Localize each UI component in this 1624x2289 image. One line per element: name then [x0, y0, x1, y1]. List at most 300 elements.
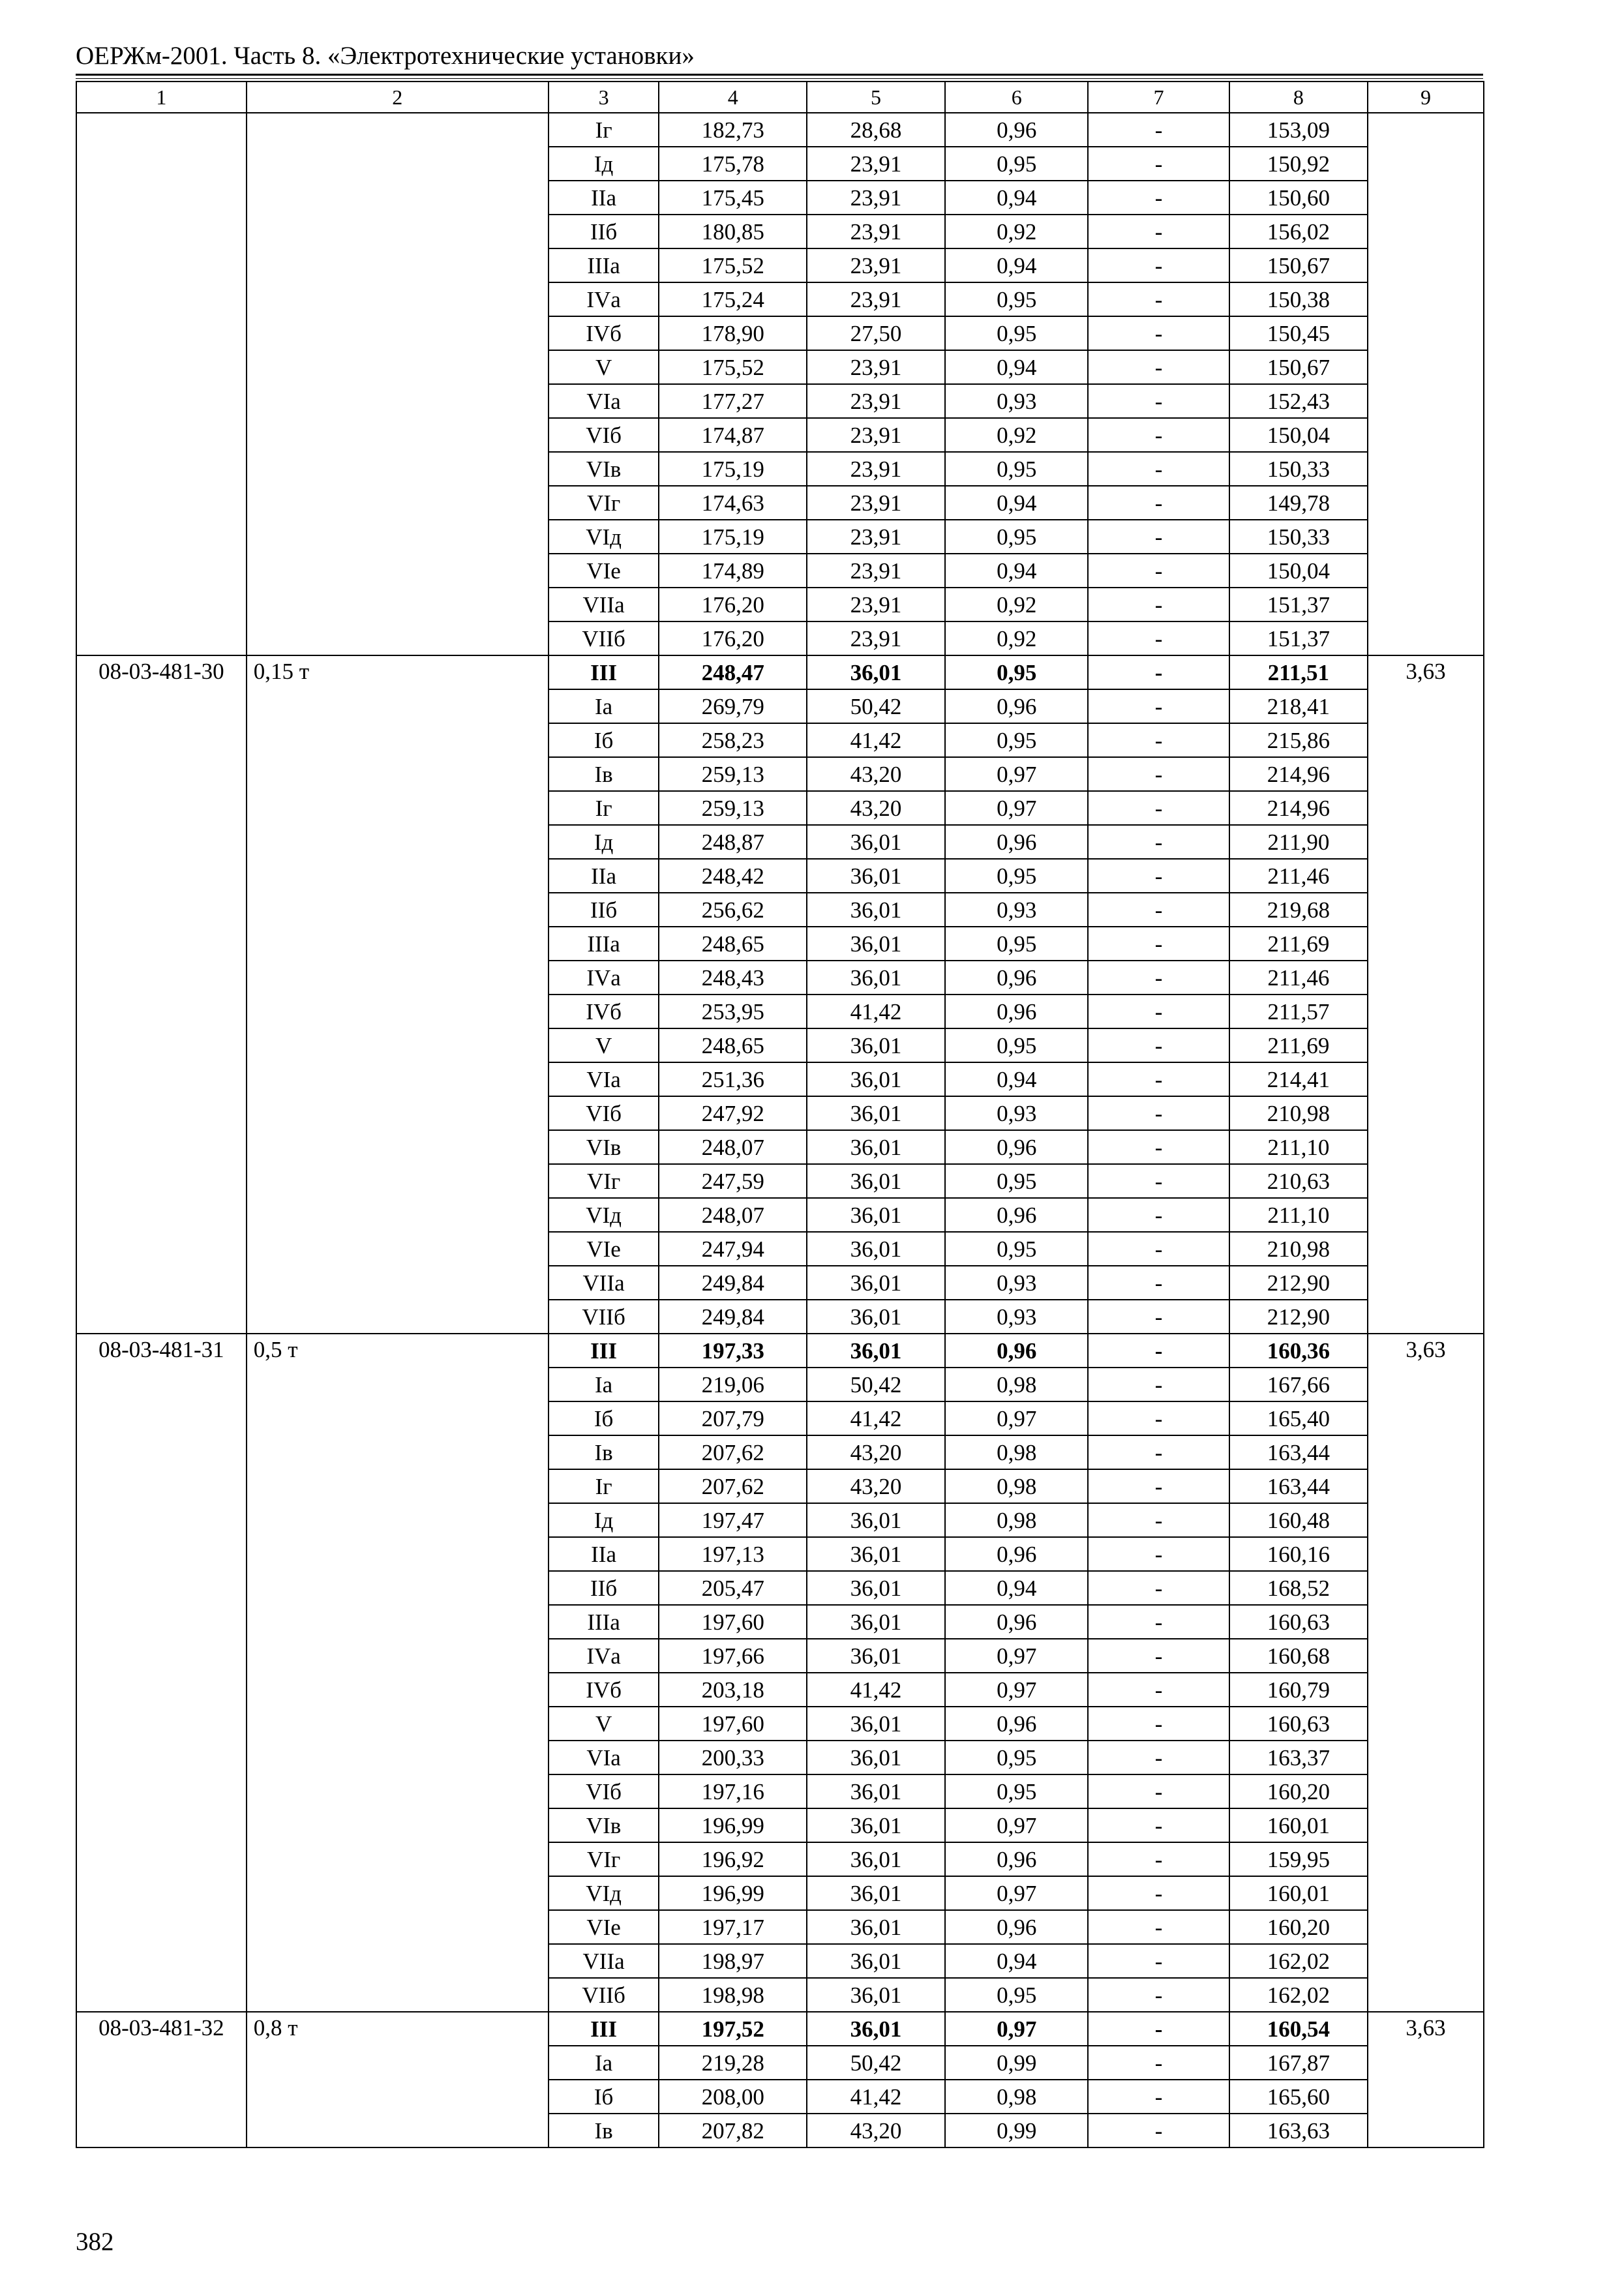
direct-cost-cell: 198,98	[659, 1978, 806, 2012]
wage-cell: 36,01	[807, 825, 945, 859]
material-cost-cell: 160,79	[1229, 1673, 1368, 1707]
machinist-wage-cell: -	[1088, 1741, 1229, 1774]
work-condition-cell: VIд	[549, 1876, 659, 1910]
material-cost-cell: 160,36	[1229, 1334, 1368, 1368]
work-condition-cell: Iв	[549, 757, 659, 791]
machine-cost-cell: 0,98	[945, 1368, 1088, 1401]
machinist-wage-cell: -	[1088, 689, 1229, 723]
name-cell: 0,5 т	[247, 1334, 549, 2012]
column-number: 2	[247, 82, 549, 113]
wage-cell: 36,01	[807, 1842, 945, 1876]
direct-cost-cell: 196,92	[659, 1842, 806, 1876]
wage-cell: 23,91	[807, 621, 945, 655]
machinist-wage-cell: -	[1088, 316, 1229, 350]
wage-cell: 36,01	[807, 1639, 945, 1673]
machinist-wage-cell: -	[1088, 1842, 1229, 1876]
machinist-wage-cell: -	[1088, 1978, 1229, 2012]
material-cost-cell: 211,46	[1229, 859, 1368, 893]
wage-cell: 36,01	[807, 1741, 945, 1774]
wage-cell: 36,01	[807, 1876, 945, 1910]
direct-cost-cell: 182,73	[659, 113, 806, 147]
machinist-wage-cell: -	[1088, 181, 1229, 215]
wage-cell: 36,01	[807, 1571, 945, 1605]
material-cost-cell: 160,63	[1229, 1707, 1368, 1741]
material-cost-cell: 215,86	[1229, 723, 1368, 757]
direct-cost-cell: 207,62	[659, 1435, 806, 1469]
machinist-wage-cell: -	[1088, 893, 1229, 927]
machinist-wage-cell: -	[1088, 1300, 1229, 1334]
direct-cost-cell: 197,60	[659, 1605, 806, 1639]
wage-cell: 41,42	[807, 723, 945, 757]
machinist-wage-cell: -	[1088, 2080, 1229, 2114]
wage-cell: 23,91	[807, 418, 945, 452]
material-cost-cell: 160,01	[1229, 1876, 1368, 1910]
work-condition-cell: IVа	[549, 1639, 659, 1673]
work-condition-cell: VIв	[549, 1130, 659, 1164]
work-condition-cell: VIIа	[549, 588, 659, 621]
machine-cost-cell: 0,93	[945, 1096, 1088, 1130]
work-condition-cell: V	[549, 1028, 659, 1062]
machinist-wage-cell: -	[1088, 1537, 1229, 1571]
machine-cost-cell: 0,93	[945, 1300, 1088, 1334]
machine-cost-cell: 0,94	[945, 1944, 1088, 1978]
wage-cell: 36,01	[807, 1232, 945, 1266]
material-cost-cell: 163,44	[1229, 1435, 1368, 1469]
wage-cell: 36,01	[807, 1130, 945, 1164]
work-condition-cell: Iд	[549, 147, 659, 181]
wage-cell: 36,01	[807, 859, 945, 893]
machinist-wage-cell: -	[1088, 418, 1229, 452]
column-number: 7	[1088, 82, 1229, 113]
machine-cost-cell: 0,96	[945, 113, 1088, 147]
machine-cost-cell: 0,96	[945, 1198, 1088, 1232]
machinist-wage-cell: -	[1088, 350, 1229, 384]
work-condition-cell: Iб	[549, 723, 659, 757]
machine-cost-cell: 0,95	[945, 723, 1088, 757]
machine-cost-cell: 0,93	[945, 893, 1088, 927]
rates-table	[76, 81, 1484, 2148]
machine-cost-cell: 0,92	[945, 588, 1088, 621]
machinist-wage-cell: -	[1088, 2012, 1229, 2046]
work-condition-cell: VIб	[549, 1774, 659, 1808]
work-condition-cell: VIе	[549, 554, 659, 588]
material-cost-cell: 219,68	[1229, 893, 1368, 927]
machine-cost-cell: 0,97	[945, 1639, 1088, 1673]
machine-cost-cell: 0,95	[945, 655, 1088, 689]
work-condition-cell: III	[549, 2012, 659, 2046]
wage-cell: 36,01	[807, 1774, 945, 1808]
machine-cost-cell: 0,94	[945, 486, 1088, 520]
wage-cell: 36,01	[807, 655, 945, 689]
direct-cost-cell: 176,20	[659, 621, 806, 655]
machinist-wage-cell: -	[1088, 282, 1229, 316]
material-cost-cell: 160,48	[1229, 1503, 1368, 1537]
code-cell: 08-03-481-30	[76, 655, 247, 1334]
machinist-wage-cell: -	[1088, 1232, 1229, 1266]
work-condition-cell: Iв	[549, 1435, 659, 1469]
machinist-wage-cell: -	[1088, 554, 1229, 588]
wage-cell: 28,68	[807, 113, 945, 147]
work-condition-cell: VIIб	[549, 1978, 659, 2012]
direct-cost-cell: 248,87	[659, 825, 806, 859]
wage-cell: 36,01	[807, 1062, 945, 1096]
table-body	[76, 82, 1484, 2147]
work-condition-cell: VIе	[549, 1910, 659, 1944]
work-condition-cell: Iа	[549, 2046, 659, 2080]
work-condition-cell: VIа	[549, 384, 659, 418]
wage-cell: 36,01	[807, 1537, 945, 1571]
machine-cost-cell: 0,97	[945, 757, 1088, 791]
work-condition-cell: III	[549, 655, 659, 689]
material-cost-cell: 211,51	[1229, 655, 1368, 689]
material-cost-cell: 150,45	[1229, 316, 1368, 350]
wage-cell: 50,42	[807, 689, 945, 723]
machinist-wage-cell: -	[1088, 1368, 1229, 1401]
work-condition-cell: IVб	[549, 995, 659, 1028]
work-condition-cell: VIIб	[549, 621, 659, 655]
wage-cell: 23,91	[807, 215, 945, 248]
machinist-wage-cell: -	[1088, 1639, 1229, 1673]
work-condition-cell: IIа	[549, 1537, 659, 1571]
machinist-wage-cell: -	[1088, 1808, 1229, 1842]
material-cost-cell: 150,33	[1229, 520, 1368, 554]
code-cell: 08-03-481-31	[76, 1334, 247, 2012]
machinist-wage-cell: -	[1088, 520, 1229, 554]
machine-cost-cell: 0,94	[945, 350, 1088, 384]
work-condition-cell: VIб	[549, 1096, 659, 1130]
coefficient-cell: 3,63	[1368, 655, 1484, 1334]
machinist-wage-cell: -	[1088, 215, 1229, 248]
direct-cost-cell: 197,17	[659, 1910, 806, 1944]
direct-cost-cell: 197,47	[659, 1503, 806, 1537]
material-cost-cell: 156,02	[1229, 215, 1368, 248]
machinist-wage-cell: -	[1088, 113, 1229, 147]
material-cost-cell: 162,02	[1229, 1978, 1368, 2012]
wage-cell: 36,01	[807, 1300, 945, 1334]
material-cost-cell: 212,90	[1229, 1266, 1368, 1300]
wage-cell: 36,01	[807, 1910, 945, 1944]
wage-cell: 36,01	[807, 1164, 945, 1198]
material-cost-cell: 149,78	[1229, 486, 1368, 520]
work-condition-cell: IIб	[549, 215, 659, 248]
direct-cost-cell: 249,84	[659, 1300, 806, 1334]
material-cost-cell: 163,37	[1229, 1741, 1368, 1774]
work-condition-cell: VIа	[549, 1741, 659, 1774]
work-condition-cell: VIг	[549, 1164, 659, 1198]
material-cost-cell: 152,43	[1229, 384, 1368, 418]
material-cost-cell: 165,60	[1229, 2080, 1368, 2114]
work-condition-cell: VIд	[549, 1198, 659, 1232]
work-condition-cell: VIг	[549, 1842, 659, 1876]
work-condition-cell: VIб	[549, 418, 659, 452]
work-condition-cell: IIIа	[549, 248, 659, 282]
column-number: 6	[945, 82, 1088, 113]
material-cost-cell: 150,04	[1229, 554, 1368, 588]
work-condition-cell: Iа	[549, 689, 659, 723]
page-number: 382	[76, 2228, 114, 2256]
wage-cell: 36,01	[807, 1707, 945, 1741]
wage-cell: 36,01	[807, 961, 945, 995]
material-cost-cell: 150,38	[1229, 282, 1368, 316]
machinist-wage-cell: -	[1088, 723, 1229, 757]
wage-cell: 41,42	[807, 995, 945, 1028]
wage-cell: 23,91	[807, 350, 945, 384]
wage-cell: 41,42	[807, 1673, 945, 1707]
material-cost-cell: 153,09	[1229, 113, 1368, 147]
wage-cell: 43,20	[807, 757, 945, 791]
machinist-wage-cell: -	[1088, 1876, 1229, 1910]
code-cell: 08-03-481-32	[76, 2012, 247, 2147]
material-cost-cell: 160,20	[1229, 1910, 1368, 1944]
machinist-wage-cell: -	[1088, 588, 1229, 621]
wage-cell: 36,01	[807, 1028, 945, 1062]
machine-cost-cell: 0,95	[945, 1232, 1088, 1266]
machinist-wage-cell: -	[1088, 1605, 1229, 1639]
machinist-wage-cell: -	[1088, 1198, 1229, 1232]
direct-cost-cell: 248,65	[659, 1028, 806, 1062]
direct-cost-cell: 253,95	[659, 995, 806, 1028]
direct-cost-cell: 197,13	[659, 1537, 806, 1571]
machine-cost-cell: 0,98	[945, 1503, 1088, 1537]
wage-cell: 36,01	[807, 1266, 945, 1300]
material-cost-cell: 168,52	[1229, 1571, 1368, 1605]
machinist-wage-cell: -	[1088, 1435, 1229, 1469]
machine-cost-cell: 0,98	[945, 1435, 1088, 1469]
direct-cost-cell: 175,24	[659, 282, 806, 316]
work-condition-cell: III	[549, 1334, 659, 1368]
machine-cost-cell: 0,94	[945, 1571, 1088, 1605]
machine-cost-cell: 0,96	[945, 995, 1088, 1028]
direct-cost-cell: 197,66	[659, 1639, 806, 1673]
machine-cost-cell: 0,96	[945, 1130, 1088, 1164]
machinist-wage-cell: -	[1088, 757, 1229, 791]
page-header: ОЕРЖм-2001. Часть 8. «Электротехнические установки»	[76, 42, 695, 70]
machine-cost-cell: 0,94	[945, 181, 1088, 215]
work-condition-cell: Iв	[549, 2114, 659, 2147]
machine-cost-cell: 0,99	[945, 2114, 1088, 2147]
work-condition-cell: IIа	[549, 181, 659, 215]
work-condition-cell: IIб	[549, 1571, 659, 1605]
machinist-wage-cell: -	[1088, 1503, 1229, 1537]
work-condition-cell: VIIа	[549, 1266, 659, 1300]
work-condition-cell: Iг	[549, 791, 659, 825]
wage-cell: 36,01	[807, 1944, 945, 1978]
machinist-wage-cell: -	[1088, 927, 1229, 961]
material-cost-cell: 211,57	[1229, 995, 1368, 1028]
machinist-wage-cell: -	[1088, 1130, 1229, 1164]
material-cost-cell: 212,90	[1229, 1300, 1368, 1334]
direct-cost-cell: 207,79	[659, 1401, 806, 1435]
machinist-wage-cell: -	[1088, 248, 1229, 282]
direct-cost-cell: 259,13	[659, 791, 806, 825]
machine-cost-cell: 0,96	[945, 1334, 1088, 1368]
material-cost-cell: 214,41	[1229, 1062, 1368, 1096]
machinist-wage-cell: -	[1088, 1062, 1229, 1096]
material-cost-cell: 150,33	[1229, 452, 1368, 486]
material-cost-cell: 165,40	[1229, 1401, 1368, 1435]
machine-cost-cell: 0,97	[945, 791, 1088, 825]
table-row	[76, 1334, 1484, 1368]
machine-cost-cell: 0,95	[945, 316, 1088, 350]
material-cost-cell: 150,92	[1229, 147, 1368, 181]
direct-cost-cell: 175,78	[659, 147, 806, 181]
work-condition-cell: Iг	[549, 113, 659, 147]
machinist-wage-cell: -	[1088, 384, 1229, 418]
direct-cost-cell: 205,47	[659, 1571, 806, 1605]
work-condition-cell: IVб	[549, 1673, 659, 1707]
machine-cost-cell: 0,95	[945, 859, 1088, 893]
machinist-wage-cell: -	[1088, 1334, 1229, 1368]
column-number-row	[76, 82, 1484, 113]
machine-cost-cell: 0,95	[945, 282, 1088, 316]
machine-cost-cell: 0,96	[945, 1605, 1088, 1639]
material-cost-cell: 167,87	[1229, 2046, 1368, 2080]
work-condition-cell: Iб	[549, 2080, 659, 2114]
work-condition-cell: IIIа	[549, 927, 659, 961]
name-cell: 0,8 т	[247, 2012, 549, 2147]
direct-cost-cell: 198,97	[659, 1944, 806, 1978]
wage-cell: 23,91	[807, 554, 945, 588]
material-cost-cell: 151,37	[1229, 621, 1368, 655]
machine-cost-cell: 0,95	[945, 1978, 1088, 2012]
direct-cost-cell: 248,65	[659, 927, 806, 961]
work-condition-cell: Iб	[549, 1401, 659, 1435]
work-condition-cell: V	[549, 350, 659, 384]
wage-cell: 43,20	[807, 2114, 945, 2147]
column-number: 4	[659, 82, 806, 113]
machinist-wage-cell: -	[1088, 995, 1229, 1028]
direct-cost-cell: 197,33	[659, 1334, 806, 1368]
machinist-wage-cell: -	[1088, 1673, 1229, 1707]
direct-cost-cell: 175,52	[659, 350, 806, 384]
machinist-wage-cell: -	[1088, 2046, 1229, 2080]
machine-cost-cell: 0,95	[945, 1774, 1088, 1808]
material-cost-cell: 210,98	[1229, 1096, 1368, 1130]
material-cost-cell: 163,63	[1229, 2114, 1368, 2147]
work-condition-cell: VIе	[549, 1232, 659, 1266]
material-cost-cell: 163,44	[1229, 1469, 1368, 1503]
material-cost-cell: 210,98	[1229, 1232, 1368, 1266]
wage-cell: 23,91	[807, 282, 945, 316]
direct-cost-cell: 174,63	[659, 486, 806, 520]
material-cost-cell: 151,37	[1229, 588, 1368, 621]
direct-cost-cell: 248,47	[659, 655, 806, 689]
machine-cost-cell: 0,95	[945, 1028, 1088, 1062]
direct-cost-cell: 219,28	[659, 2046, 806, 2080]
direct-cost-cell: 175,19	[659, 452, 806, 486]
wage-cell: 23,91	[807, 588, 945, 621]
work-condition-cell: VIа	[549, 1062, 659, 1096]
wage-cell: 23,91	[807, 181, 945, 215]
wage-cell: 50,42	[807, 1368, 945, 1401]
material-cost-cell: 160,68	[1229, 1639, 1368, 1673]
column-number: 9	[1368, 82, 1484, 113]
machine-cost-cell: 0,92	[945, 621, 1088, 655]
material-cost-cell: 160,01	[1229, 1808, 1368, 1842]
direct-cost-cell: 247,59	[659, 1164, 806, 1198]
coefficient-cell	[1368, 113, 1484, 655]
work-condition-cell: VIд	[549, 520, 659, 554]
wage-cell: 43,20	[807, 791, 945, 825]
machine-cost-cell: 0,92	[945, 215, 1088, 248]
machinist-wage-cell: -	[1088, 1469, 1229, 1503]
material-cost-cell: 211,90	[1229, 825, 1368, 859]
code-cell	[76, 113, 247, 655]
wage-cell: 36,01	[807, 1808, 945, 1842]
machine-cost-cell: 0,96	[945, 1910, 1088, 1944]
direct-cost-cell: 247,94	[659, 1232, 806, 1266]
work-condition-cell: VIг	[549, 486, 659, 520]
machine-cost-cell: 0,99	[945, 2046, 1088, 2080]
material-cost-cell: 150,04	[1229, 418, 1368, 452]
wage-cell: 36,01	[807, 1978, 945, 2012]
wage-cell: 23,91	[807, 486, 945, 520]
machine-cost-cell: 0,95	[945, 147, 1088, 181]
wage-cell: 36,01	[807, 1198, 945, 1232]
material-cost-cell: 160,63	[1229, 1605, 1368, 1639]
machine-cost-cell: 0,96	[945, 961, 1088, 995]
direct-cost-cell: 197,52	[659, 2012, 806, 2046]
direct-cost-cell: 269,79	[659, 689, 806, 723]
machinist-wage-cell: -	[1088, 1944, 1229, 1978]
machinist-wage-cell: -	[1088, 961, 1229, 995]
direct-cost-cell: 248,07	[659, 1130, 806, 1164]
work-condition-cell: V	[549, 1707, 659, 1741]
direct-cost-cell: 247,92	[659, 1096, 806, 1130]
column-number: 3	[549, 82, 659, 113]
material-cost-cell: 167,66	[1229, 1368, 1368, 1401]
machinist-wage-cell: -	[1088, 1571, 1229, 1605]
wage-cell: 27,50	[807, 316, 945, 350]
machine-cost-cell: 0,97	[945, 1808, 1088, 1842]
direct-cost-cell: 197,16	[659, 1774, 806, 1808]
wage-cell: 50,42	[807, 2046, 945, 2080]
header-rule	[76, 74, 1483, 76]
direct-cost-cell: 175,45	[659, 181, 806, 215]
column-number: 5	[807, 82, 945, 113]
machinist-wage-cell: -	[1088, 147, 1229, 181]
name-cell: 0,15 т	[247, 655, 549, 1334]
machine-cost-cell: 0,93	[945, 384, 1088, 418]
machine-cost-cell: 0,93	[945, 1266, 1088, 1300]
machine-cost-cell: 0,94	[945, 248, 1088, 282]
material-cost-cell: 160,20	[1229, 1774, 1368, 1808]
wage-cell: 23,91	[807, 147, 945, 181]
table-row	[76, 113, 1484, 147]
machinist-wage-cell: -	[1088, 621, 1229, 655]
wage-cell: 36,01	[807, 1503, 945, 1537]
material-cost-cell: 162,02	[1229, 1944, 1368, 1978]
material-cost-cell: 214,96	[1229, 757, 1368, 791]
machine-cost-cell: 0,92	[945, 418, 1088, 452]
work-condition-cell: VIIб	[549, 1300, 659, 1334]
table-row	[76, 655, 1484, 689]
work-condition-cell: Iд	[549, 825, 659, 859]
wage-cell: 41,42	[807, 1401, 945, 1435]
work-condition-cell: IVа	[549, 282, 659, 316]
wage-cell: 23,91	[807, 520, 945, 554]
direct-cost-cell: 197,60	[659, 1707, 806, 1741]
work-condition-cell: VIIа	[549, 1944, 659, 1978]
header-rule-thin	[76, 78, 1483, 79]
wage-cell: 36,01	[807, 2012, 945, 2046]
direct-cost-cell: 248,07	[659, 1198, 806, 1232]
direct-cost-cell: 258,23	[659, 723, 806, 757]
wage-cell: 36,01	[807, 927, 945, 961]
direct-cost-cell: 207,82	[659, 2114, 806, 2147]
machinist-wage-cell: -	[1088, 2114, 1229, 2147]
direct-cost-cell: 177,27	[659, 384, 806, 418]
